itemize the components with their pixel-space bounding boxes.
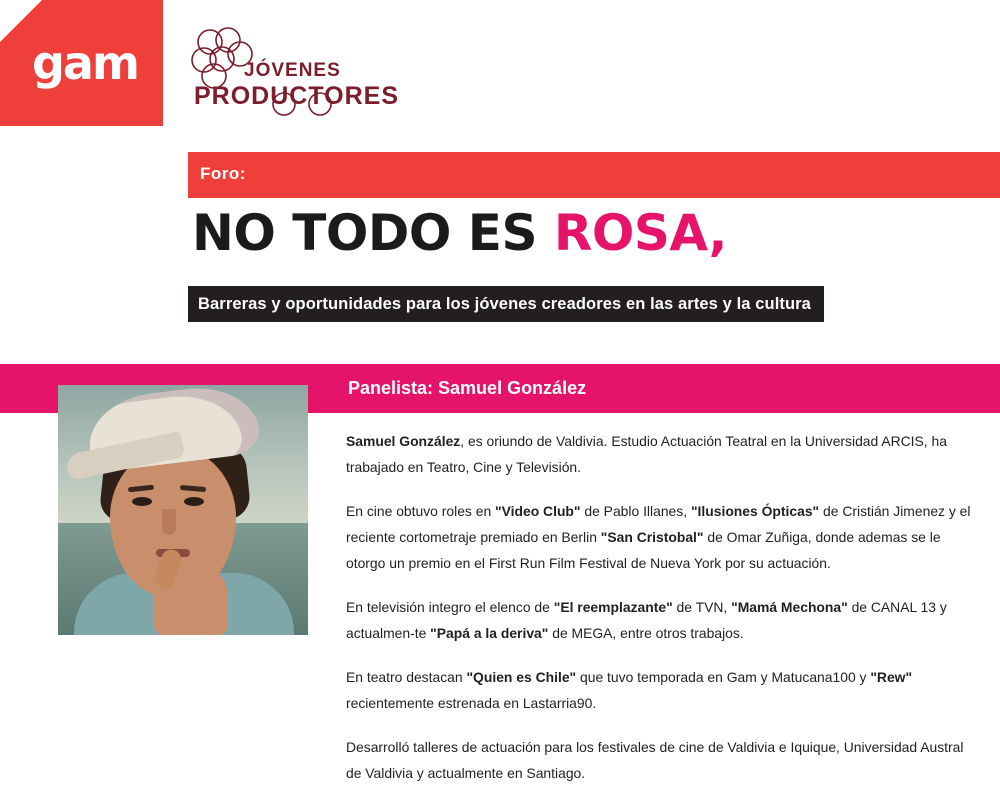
bio-text: de MEGA, entre otros trabajos.	[548, 625, 744, 641]
panelist-bio	[346, 428, 976, 804]
page-title-main: NO TODO ES	[192, 204, 554, 262]
bio-paragraph	[346, 428, 976, 480]
bio-paragraph	[346, 734, 976, 786]
jp-line1: JÓVENES	[244, 60, 341, 81]
bio-highlight: "Mamá Mechona"	[731, 599, 848, 615]
bio-text: En cine obtuvo roles en	[346, 503, 496, 519]
portrait-eye-left	[132, 497, 152, 506]
jovenes-productores-logo	[188, 28, 400, 120]
bio-highlight: "Ilusiones Ópticas"	[690, 503, 820, 519]
bio-text: de Cristián Jimenez y el reciente cortometraje premiado en Berlin	[346, 503, 971, 545]
portrait-nose	[162, 509, 176, 535]
portrait-eye-right	[184, 497, 204, 506]
bio-highlight: "Rew"	[870, 669, 913, 685]
bio-text: de Pablo Illanes,	[580, 503, 691, 519]
bio-highlight: "San Cristobal"	[600, 529, 704, 545]
gam-logo	[0, 0, 163, 126]
bio-text: En teatro destacan	[346, 669, 467, 685]
bio-text: , es oriundo de Valdivia. Estudio Actuación Teatral en la Universidad ARCIS, ha trabajado en Teatro, Cine y Televisión.	[346, 433, 947, 475]
page-title-accent: ROSA,	[553, 204, 727, 262]
bio-text: de Omar Zuñiga, donde ademas se le otorgo un premio en el First Run Film Festival de Nueva York por su actuación.	[346, 529, 941, 571]
panelist-label: Panelista: Samuel González	[348, 378, 587, 398]
bio-highlight: "Quien es Chile"	[466, 669, 577, 685]
bio-highlight: "Papá a la deriva"	[430, 625, 549, 641]
bio-paragraph	[346, 594, 976, 646]
gam-wordmark: gam	[32, 36, 138, 90]
bio-highlight: "El reemplazante"	[553, 599, 673, 615]
bio-text: Desarrolló talleres de actuación para los festivales de cine de Valdivia e Iquique, Universidad Austral de Valdivia y actualmente en Santiago.	[346, 739, 964, 781]
bio-text: En televisión integro el elenco de	[346, 599, 554, 615]
bio-text: de CANAL 13 y actualmen-te	[346, 599, 947, 641]
jp-line2: PRODUCTORES	[194, 82, 400, 110]
foro-band	[188, 152, 1000, 198]
bio-paragraph	[346, 498, 976, 576]
foro-label: Foro:	[200, 164, 246, 183]
bio-text: de TVN,	[672, 599, 732, 615]
avatar	[58, 385, 308, 635]
bio-highlight: Samuel González	[346, 433, 461, 449]
bio-text: recientemente estrenada en Lastarria90.	[346, 695, 597, 711]
bio-highlight: "Video Club"	[495, 503, 581, 519]
bio-text: que tuvo temporada en Gam y Matucana100 y	[576, 669, 871, 685]
bio-paragraph	[346, 664, 976, 716]
subtitle-text: Barreras y oportunidades para los jóvenes creadores en las artes y la cultura	[198, 295, 811, 313]
subtitle-bar	[188, 286, 824, 322]
page-title	[192, 206, 727, 260]
